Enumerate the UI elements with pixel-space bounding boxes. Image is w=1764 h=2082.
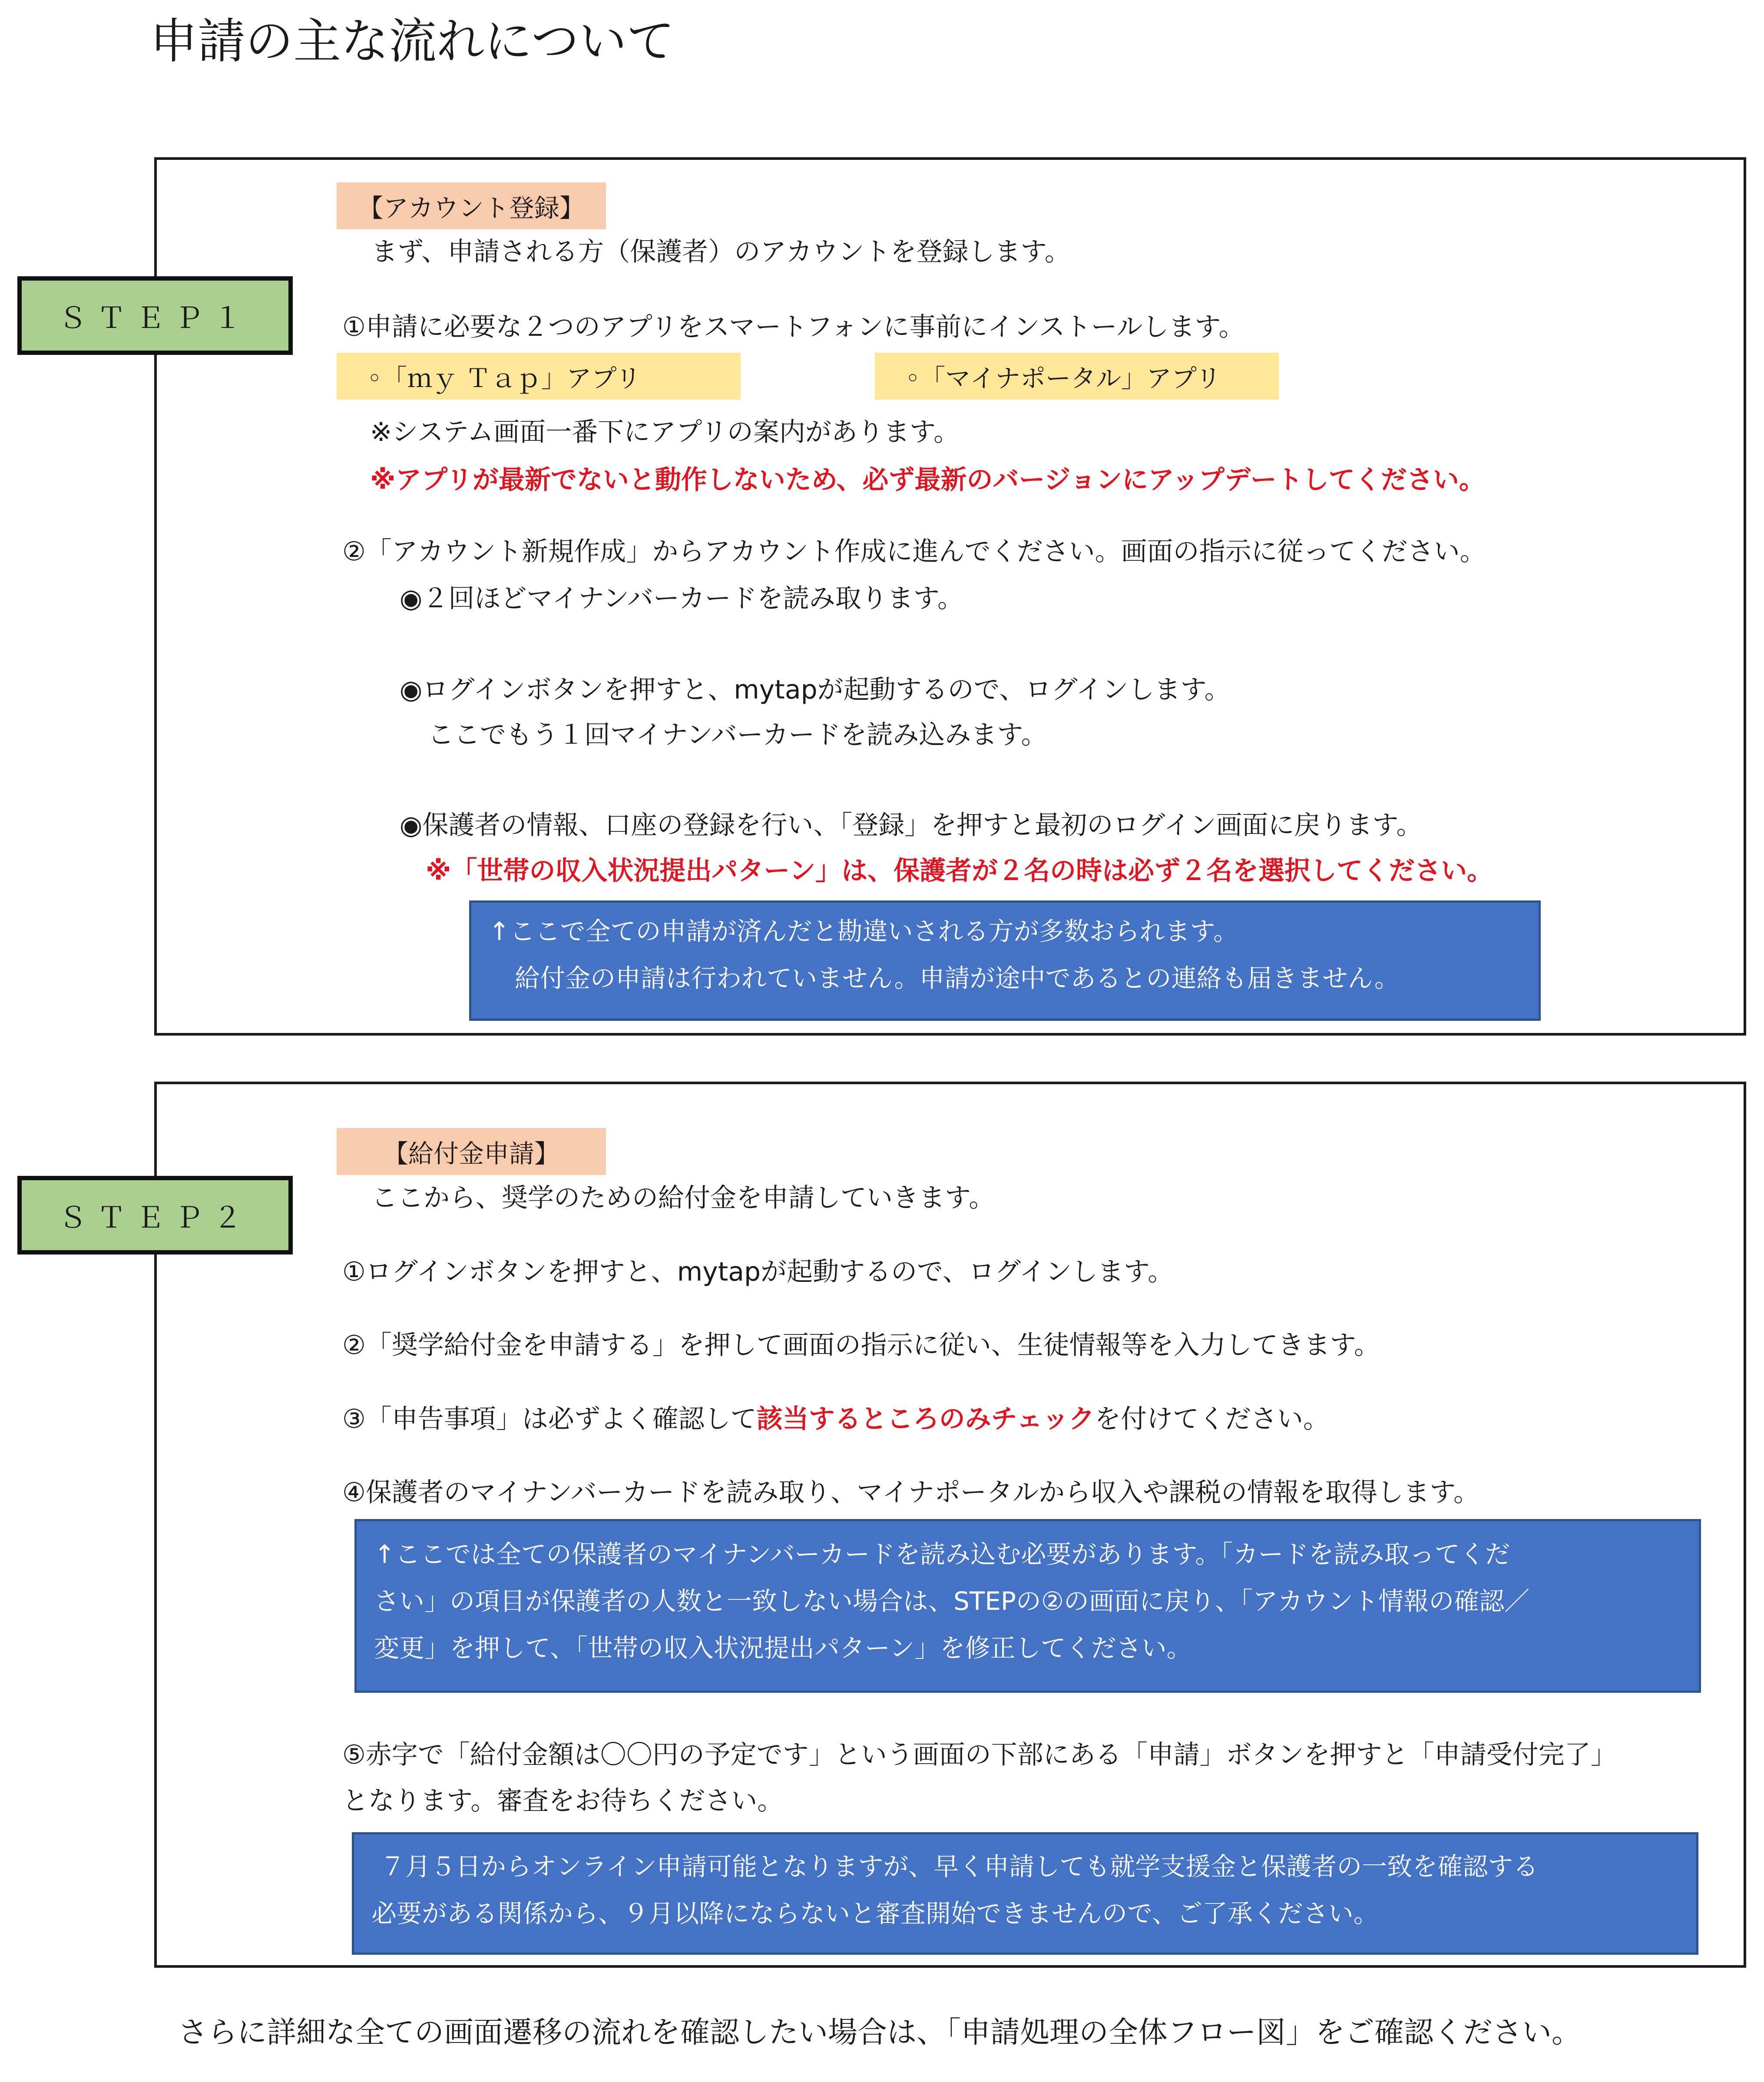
step2-label: ＳＴＥＰ２ — [17, 1176, 293, 1254]
step2-intro: ここから、奨学のための給付金を申請していきます。 — [371, 1183, 995, 1213]
app-chip-mynaportal: ◦「マイナポータル」アプリ — [875, 353, 1279, 400]
step2-callout-schedule — [352, 1832, 1698, 1955]
step1-bullet1: ◉２回ほどマイナンバーカードを読み取ります。 — [400, 583, 963, 614]
step2-tag: 【給付金申請】 — [337, 1128, 606, 1175]
step2-item3-pre: ③「申告事項」は必ずよく確認して — [342, 1404, 757, 1434]
step1-item2: ②「アカウント新規作成」からアカウント作成に進んでください。画面の指示に従ってください。 — [342, 536, 1486, 567]
step1-callout — [469, 900, 1541, 1021]
step1-pattern-warning: ※「世帯の収入状況提出パターン」は、保護者が２名の時は必ず２名を選択してください。 — [426, 856, 1493, 886]
step2-item5-line1: ⑤赤字で「給付金額は〇〇円の予定です」という画面の下部にある「申請」ボタンを押すと「申請受付完了」 — [342, 1740, 1617, 1770]
step2-item3-highlight: 該当するところのみチェック — [756, 1404, 1095, 1434]
step2-callout-cards-line1: ↑ここでは全ての保護者のマイナンバーカードを読み込む必要があります。「カードを読み取ってくだ — [374, 1539, 1510, 1569]
step2-callout-cards-line3: 変更」を押して、「世帯の収入状況提出パターン」を修正してください。 — [374, 1633, 1192, 1663]
step1-label: ＳＴＥＰ１ — [17, 276, 293, 355]
footer-note: さらに詳細な全ての画面遷移の流れを確認したい場合は、「申請処理の全体フロー図」をご確認ください。 — [178, 2016, 1582, 2050]
step1-tag: 【アカウント登録】 — [337, 182, 606, 229]
page-title: 申請の主な流れについて — [150, 13, 675, 69]
step2-callout-cards-line2: さい」の項目が保護者の人数と一致しない場合は、STEPの②の画面に戻り、「アカウント情報の確認／ — [374, 1586, 1530, 1616]
step2-callout-schedule-line2: 必要がある関係から、９月以降にならないと審査開始できませんので、ご了承ください。 — [371, 1899, 1379, 1928]
step1-intro: まず、申請される方（保護者）のアカウントを登録します。 — [371, 237, 1071, 267]
step2-item2: ②「奨学給付金を申請する」を押して画面の指示に従い、生徒情報等を入力してきます。 — [342, 1330, 1380, 1360]
step2-item5-line2: となります。審査をお待ちください。 — [342, 1786, 784, 1816]
step1-callout-line1: ↑ここで全ての申請が済んだと勘違いされる方が多数おられます。 — [489, 917, 1238, 946]
step1-bullet2a: ◉ログインボタンを押すと、mytapが起動するので、ログインします。 — [400, 675, 1231, 705]
step2-callout-schedule-line1: ７月５日からオンライン申請可能となりますが、早く申請しても就学支援金と保護者の一致を確認する — [380, 1852, 1539, 1881]
app-chip-mytap: ◦「ｍｙ Ｔａｐ」アプリ — [337, 353, 741, 400]
step1-bullet2b: ここでもう１回マイナンバーカードを読み込みます。 — [428, 720, 1047, 750]
step1-item1: ①申請に必要な２つのアプリをスマートフォンに事前にインストールします。 — [342, 312, 1245, 342]
step2-item3-post: を付けてください。 — [1095, 1404, 1329, 1434]
step2-item3 — [342, 1402, 1329, 1437]
step1-update-warning: ※アプリが最新でないと動作しないため、必ず最新のバージョンにアップデートしてください。 — [370, 465, 1485, 495]
step2-item4: ④保護者のマイナンバーカードを読み取り、マイナポータルから収入や課税の情報を取得します。 — [342, 1477, 1480, 1508]
step1-bullet3: ◉保護者の情報、口座の登録を行い、「登録」を押すと最初のログイン画面に戻ります。 — [400, 810, 1423, 841]
step1-app-note: ※システム画面一番下にアプリの案内があります。 — [370, 417, 960, 447]
step1-callout-line2: 給付金の申請は行われていません。申請が途中であるとの連絡も届きません。 — [515, 963, 1400, 993]
step2-callout-cards — [354, 1519, 1701, 1693]
step2-item1: ①ログインボタンを押すと、mytapが起動するので、ログインします。 — [342, 1257, 1174, 1287]
